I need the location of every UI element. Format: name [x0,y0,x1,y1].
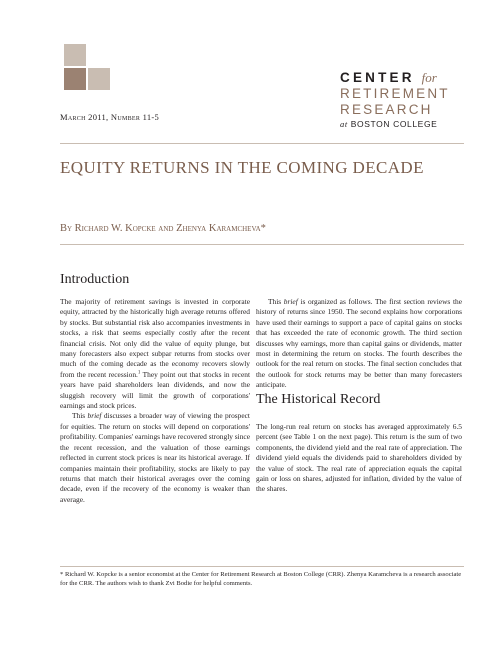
byline-bottom-rule [60,244,464,245]
logo-line-research: RESEARCH [340,102,433,117]
intro-paragraph-2: This brief discusses a broader way of viewing the prospect for equities. The return on stocks will depend on corporations' profitability. Companies' earnings have recovered strongly since the recent recession, and the valuation of those earnings reflected in current stock prices is near its historical average. If companies maintain their profitability, stocks are likely to pay returns that match their historical averages over the coming decade, even if the recovery of the economy is weaker than average. [60,411,250,504]
logo-line-college: at BOSTON COLLEGE [340,119,438,129]
author-footnote: * Richard W. Kopcke is a senior economist at the Center for Retirement Research at Boston College (CRR). Zhenya Karamcheva is a research associate for the CRR. The authors wish to thank Zvi Bodie for helpful comments. [60,571,462,588]
section-heading-introduction: Introduction [60,272,130,287]
title-top-rule [60,143,464,144]
logo-line-retirement: RETIREMENT [340,86,450,101]
logo-line-center: CENTER for [340,70,437,85]
issue-dateline: March 2011, Number 11-5 [60,112,160,122]
intro-column-left [60,297,250,505]
crr-logo [340,70,470,129]
author-byline: By Richard W. Kopcke and Zhenya Karamcheva* [60,223,266,234]
decorative-square-right [88,68,110,90]
historical-column [256,422,462,495]
intro-paragraph-3: This brief is organized as follows. The first section reviews the history of returns since 1950. The second explains how corporations have used their earnings to support a pace of capital gains on stocks that has exceeded the rate of economic growth. The third section discusses why earnings, more than capital gains or dividends, matter most in determining the return on stocks. The fourth describes the outlook for the real return on stocks. The final section concludes that the outlook for stock returns may be better than many forecasters anticipate. [256,297,462,390]
decorative-square-top [64,44,86,66]
section-heading-historical-record: The Historical Record [256,392,381,407]
historical-paragraph-1: The long-run real return on stocks has averaged approximately 6.5 percent (see Table 1 on the next page). This return is the sum of two components, the dividend yield and the real rate of appreciation. The dividend yield equals the dividends paid to shareholders divided by the value of stock. The real rate of appreciation equals the capital gain or loss on shares, adjusted for inflation, divided by the value of the shares. [256,422,462,494]
intro-paragraph-1: The majority of retirement savings is invested in corporate equity, attracted by the historically high average returns offered by stocks. But substantial risk also accompanies investments in stocks, a risk that seems especially costly after the recent financial crisis. Not only did the value of equity plunge, but many forecasters also expect subpar returns from stocks over much of the coming decade as the economy recovers slowly from the recent recession.$^1$ They point out that stocks in recent years have paid shareholders lean dividends, and now the sluggish recovery will limit the growth of corporations' earnings and stock prices. [60,297,250,411]
page-title: EQUITY RETURNS IN THE COMING DECADE [60,158,424,177]
footnote-rule [60,566,464,567]
intro-column-right [256,297,462,391]
decorative-square-dark [64,68,86,90]
